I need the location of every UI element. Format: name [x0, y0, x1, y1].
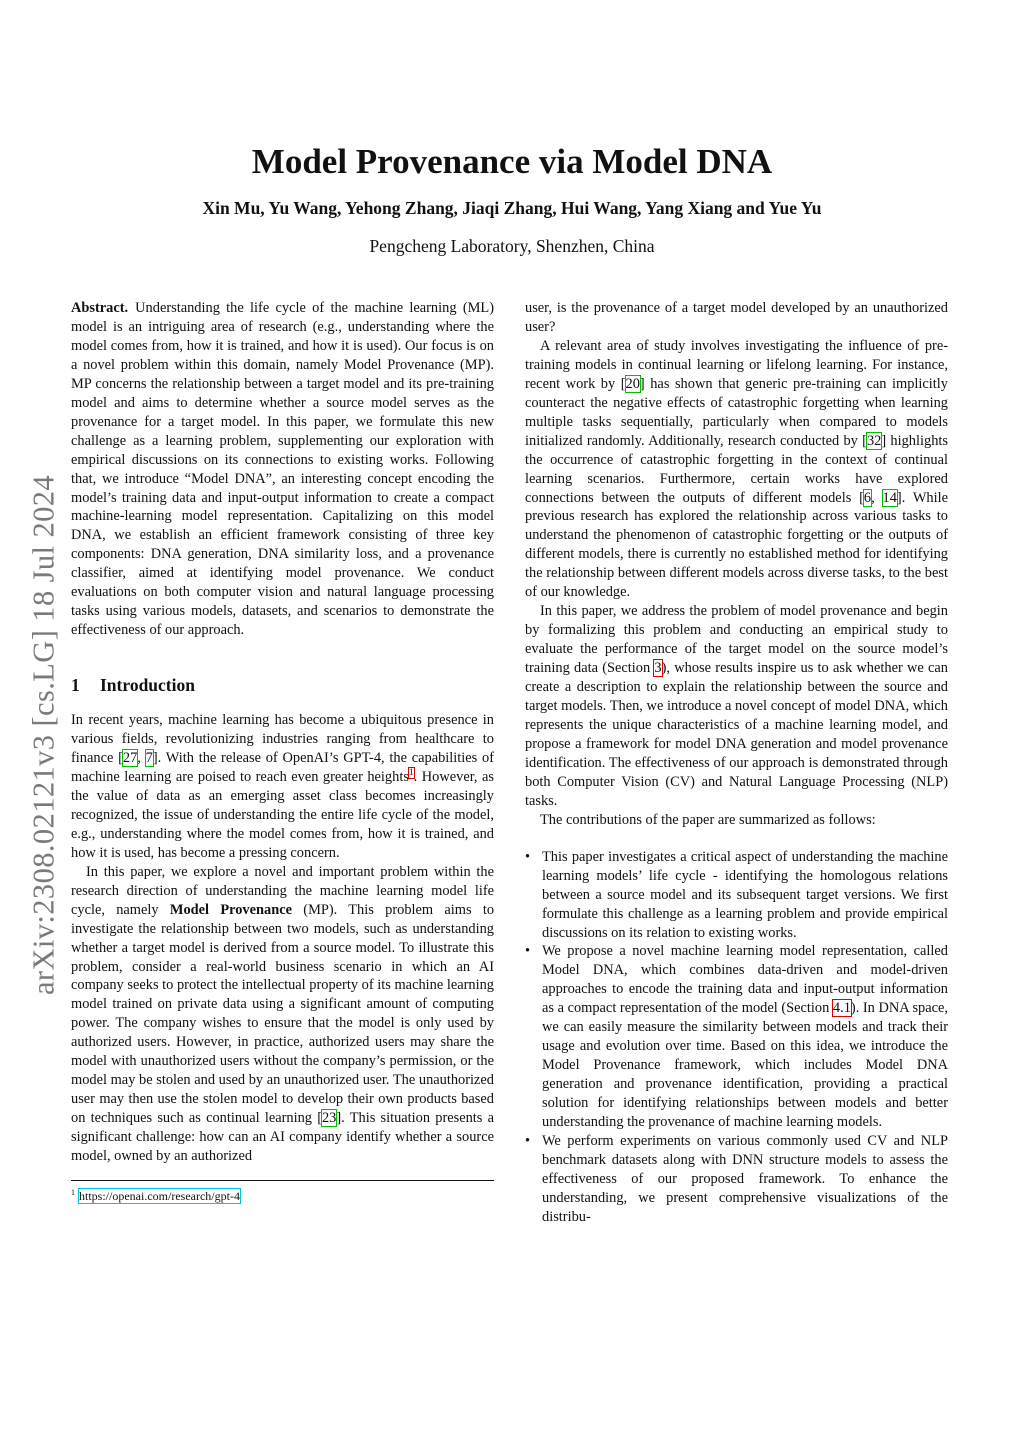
text-run: , — [871, 489, 883, 506]
contribution-list — [525, 848, 948, 1227]
bullet-icon: • — [525, 848, 531, 865]
citation-link[interactable]: 32 — [866, 432, 882, 449]
citation-link[interactable]: 14 — [882, 489, 897, 506]
bullet-icon: • — [525, 1132, 531, 1149]
section-title: Introduction — [100, 675, 195, 696]
abstract-label: Abstract. — [71, 300, 129, 316]
right-paragraph-2 — [525, 602, 948, 810]
affiliation: Pengcheng Laboratory, Shenzhen, China — [369, 236, 655, 256]
right-paragraph-3: The contributions of the paper are summarized as follows: — [540, 811, 876, 828]
text-run: , — [137, 750, 146, 767]
text-run: (MP). This problem aims to investigate the relationship between two models, such as understanding whether a target model is derived from a source model. To illustrate this problem, consider a real-world business scenario in which an AI company seeks to protect the intellectual property of its machine learning model trained on private data using a significant amount of computing power. The company wishes to ensure that the model is only used by authorized users. However, in practice, authorized users may share the model with unauthorized users without the company’s permission, or the model may be stolen and used by an unauthorized user. The unauthorized user may then use the stolen model to develop their own products based on techniques such as continual learning [ — [71, 901, 495, 1127]
text-run: ]. With the release of OpenAI’s GPT-4, the capabilities of machine learning are poised to reach even greater heights — [71, 750, 495, 785]
text-run: ]. While previous research has explored the relationship across various tasks to understand the phenomenon of catastrophic forgetting or the outputs of different models, there is currently no established method for identifying the relationship between different models across diverse tasks, to the best of our knowledge. — [525, 489, 949, 601]
author-list: Xin Mu, Yu Wang, Yehong Zhang, Jiaqi Zhang, Hui Wang, Yang Xiang and Yue Yu — [202, 198, 822, 218]
right-paragraph-1 — [525, 337, 948, 602]
footnote-divider — [71, 1180, 494, 1181]
text-run: ). In DNA space, we can easily measure the similarity between models and track their usage and evolution over time. Based on this idea, we introduce the Model Provenance framework, which includes Model DNA generation and provenance identification, providing a practical solution for identifying relationships between models and better understanding the provenance of machine learning models. — [542, 1000, 949, 1131]
abstract-text: Understanding the life cycle of the machine learning (ML) model is an intriguing area of research (e.g., understanding where the model comes from, how it is trained, and how it is used). Our focus is on a novel problem within this domain, namely Model Provenance (MP). MP concerns the relationship between a target model and its pre-training model and aims to determine whether a source model serves as the provenance for a target model. In this paper, we formulate this new challenge as a learning problem, supplementing our exploration with empirical discussions on its connections to existing works. Following that, we introduce “Model DNA”, an interesting concept encoding the model’s training data and input-output information to create a compact machine-learning model representation. Capitalizing on this model DNA, we establish an efficient framework consisting of three key components: DNA generation, DNA similarity loss, and a provenance classifier, aimed at identifying model provenance. We conduct evaluations on both computer vision and natural language processing tasks using various models, datasets, and scenarios to demonstrate the effectiveness of our approach. — [71, 300, 494, 639]
text-run: ]. This situation presents a significant challenge: how can an AI company identify whether a source model, owned by an authorized — [71, 1110, 494, 1165]
text-run: We propose a novel machine learning model representation, called Model DNA, which combines data-driven and model-driven approaches to encode the training data and input-output information as a compact representation of the model (Section — [542, 943, 948, 1017]
bullet-icon: • — [525, 943, 531, 960]
citation-link[interactable]: 7 — [145, 750, 153, 767]
text-run: . However, as the value of data as an emerging asset class becomes increasingly recognized, the issue of understanding the entire life cycle of the model, e.g., understanding where the model comes from, how it is trained, and how it is used, has become a pressing concern. — [71, 768, 494, 861]
paper-title: Model Provenance via Model DNA — [251, 142, 773, 181]
footnote-url-link[interactable]: https://openai.com/research/gpt-4 — [79, 1189, 240, 1203]
intro-paragraph-2 — [71, 863, 494, 1166]
bold-term: Model Provenance — [169, 901, 292, 918]
text-run: In this paper, we address the problem of model provenance and begin by formalizing this problem and conducting an empirical study to evaluate the performance of the target model on the source model’s training data (Section — [525, 603, 948, 677]
list-item — [525, 1132, 948, 1227]
text-run: In recent years, machine learning has become a ubiquitous presence in various fields, revolutionizing industries ranging from healthcare to finance [ — [71, 712, 494, 767]
footnote-mark: 1 — [71, 1188, 75, 1197]
section-ref-link[interactable]: 4.1 — [832, 1000, 851, 1017]
section-ref-link[interactable]: 3 — [654, 660, 662, 677]
text-run: ), whose results inspire us to ask whether we can create a description to explain the relationship between the source and target models. Then, we introduce a novel concept of model DNA, which represents the unique characteristics of a machine learning model, and propose a framework for model DNA generation and model provenance identification. The effectiveness of our approach is demonstrated through both Computer Vision (CV) and Natural Language Processing (NLP) tasks. — [525, 660, 948, 809]
intro-paragraph-1 — [71, 711, 494, 863]
text-run: In this paper, we explore a novel and important problem within the research direction of understanding the machine learning model life cycle, namely — [71, 863, 494, 918]
arxiv-side-stamp: arXiv:2308.02121v3 [cs.LG] 18 Jul 2024 — [26, 474, 61, 996]
list-item — [525, 942, 948, 1132]
right-paragraph-0: user, is the provenance of a target model developed by an unauthorized user? — [525, 300, 948, 335]
text-run: ] highlights the occurrence of catastrophic forgetting in the context of continual learning scenarios. Furthermore, certain works have explored connections between the outputs of different models [ — [525, 432, 948, 506]
abstract — [71, 299, 494, 640]
citation-link[interactable]: 23 — [321, 1110, 337, 1127]
citation-link[interactable]: 20 — [625, 375, 640, 392]
list-item — [525, 848, 948, 943]
text-run: ] has shown that generic pre-training can implicitly counteract the negative effects of catastrophic forgetting when learning multiple tasks sequentially, particularly when compared to models initialized randomly. Additionally, research conducted by [ — [525, 375, 948, 449]
section-number: 1 — [71, 675, 80, 696]
text-run: A relevant area of study involves investigating the influence of pre-training models in continual learning or lifelong learning. For instance, recent work by [ — [525, 337, 948, 392]
citation-link[interactable]: 6 — [863, 489, 872, 506]
text-run: This paper investigates a critical aspect of understanding the machine learning models’ life cycle - identifying the homologous relations between a source model and its subsequent target versions. We first formulate this challenge as a learning problem and provide empirical discussions on its relation to existing works. — [542, 848, 948, 941]
citation-link[interactable]: 27 — [122, 750, 138, 767]
left-column — [71, 299, 494, 1166]
footnote-link[interactable]: 1 — [408, 768, 414, 779]
text-run: We perform experiments on various commonly used CV and NLP benchmark datasets along with DNN structure models to assess the effectiveness of our proposed framework. To enhance the understanding, we present comprehensive visualizations of the distribu- — [542, 1132, 948, 1225]
footnote — [71, 1185, 240, 1204]
section-heading-introduction — [71, 676, 494, 695]
right-column — [525, 299, 948, 1227]
